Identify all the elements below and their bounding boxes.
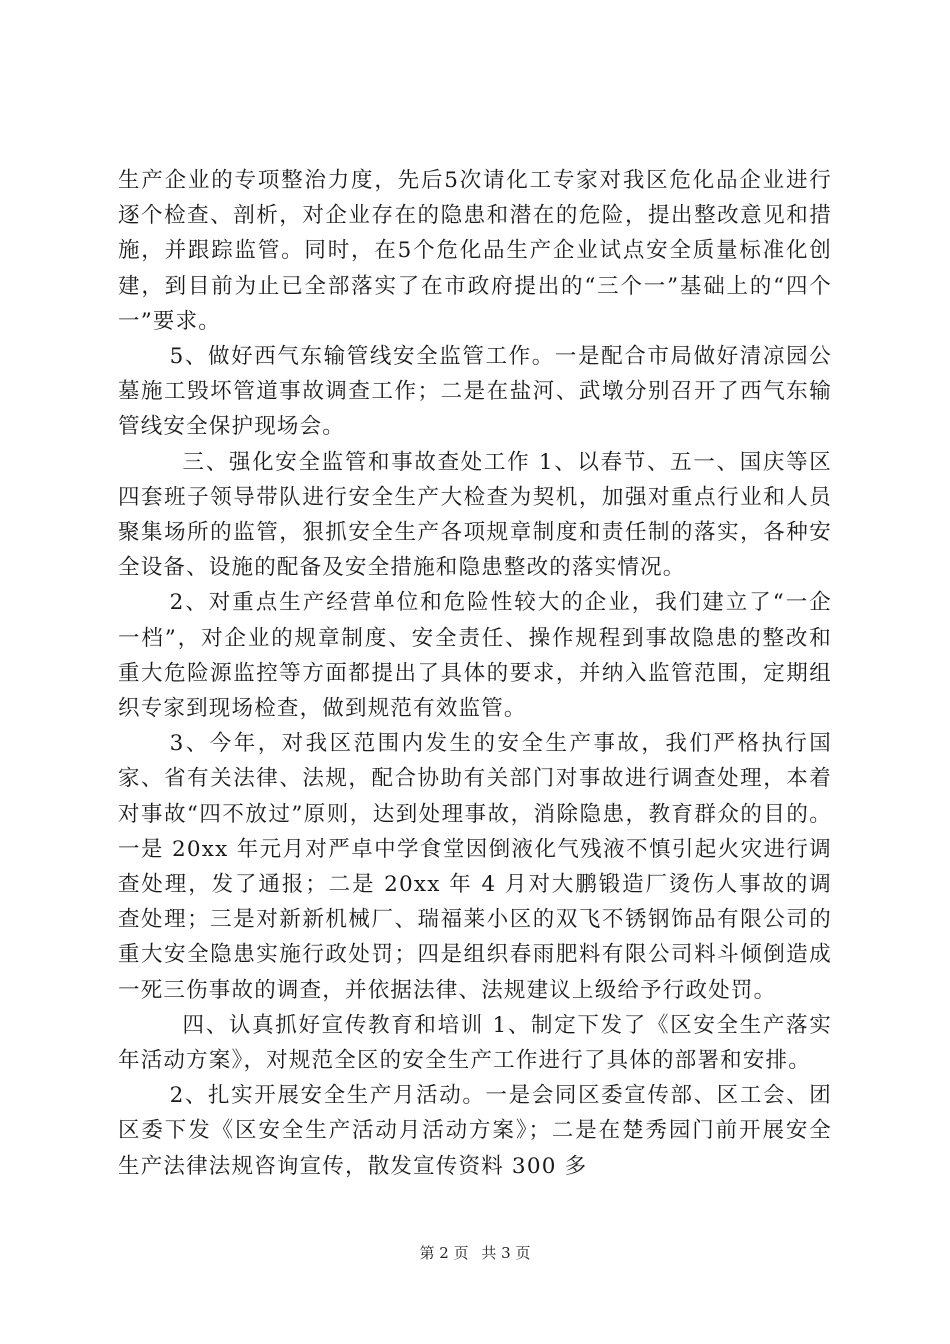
paragraph-item-2: 2、对重点生产经营单位和危险性较大的企业，我们建立了“一企一档”，对企业的规章制度、安全责任、操作规程到事故隐患的整改和重大危险源监控等方面都提出了具体的要求，并纳入监管范围，定期组织专家到现场检查，做到规范有效监管。 bbox=[118, 590, 832, 722]
document-body bbox=[118, 163, 832, 1184]
paragraph-item-5: 5、做好西气东输管线安全监管工作。一是配合市局做好清凉园公墓施工毁坏管道事故调查工作；二是在盐河、武墩分别召开了西气东输管线安全保护现场会。 bbox=[118, 344, 832, 440]
page-number: 第 2 页 bbox=[419, 1244, 469, 1262]
page-total: 共 3 页 bbox=[481, 1244, 531, 1262]
page-footer bbox=[0, 1242, 950, 1263]
paragraph-section-3: 三、强化安全监管和事故查处工作 1、以春节、五一、国庆等区四套班子领导带队进行安全生产大检查为契机，加强对重点行业和人员聚集场所的监管，狠抓安全生产各项规章制度和责任制的落实，各种安全设备、设施的配备及安全措施和隐患整改的落实情况。 bbox=[118, 449, 832, 581]
paragraph-item-2-activity: 2、扎实开展安全生产月活动。一是会同区委宣传部、区工会、团区委下发《区安全生产活动月活动方案》；二是在楚秀园门前开展安全生产法律法规咨询宣传，散发宣传资料 300 多 bbox=[118, 1083, 832, 1179]
paragraph-continuation: 生产企业的专项整治力度，先后5次请化工专家对我区危化品企业进行逐个检查、剖析，对企业存在的隐患和潜在的危险，提出整改意见和措施，并跟踪监管。同时，在5个危化品生产企业试点安全质量标准化创建，到目前为止已全部落实了在市政府提出的“三个一”基础上的“四个一”要求。 bbox=[118, 168, 832, 334]
paragraph-item-3: 3、今年，对我区范围内发生的安全生产事故，我们严格执行国家、省有关法律、法规，配合协助有关部门对事故进行调查处理，本着对事故“四不放过”原则，达到处理事故，消除隐患，教育群众的目的。一是 20xx 年元月对严卓中学食堂因倒液化气残液不慎引起火灾进行调查处理，发了通报；二是 20xx 年 4 月对大鹏锻造厂烫伤人事故的调查处理；三是对新新机械厂、瑞福莱小区的双飞不锈钢饰品有限公司的重大安全隐患实施行政处罚；四是组织春雨肥料有限公司料斗倾倒造成一死三伤事故的调查，并依据法律、法规建议上级给予行政处罚。 bbox=[118, 731, 832, 1003]
paragraph-section-4: 四、认真抓好宣传教育和培训 1、制定下发了《区安全生产落实年活动方案》，对规范全区的安全生产工作进行了具体的部署和安排。 bbox=[118, 1012, 832, 1074]
